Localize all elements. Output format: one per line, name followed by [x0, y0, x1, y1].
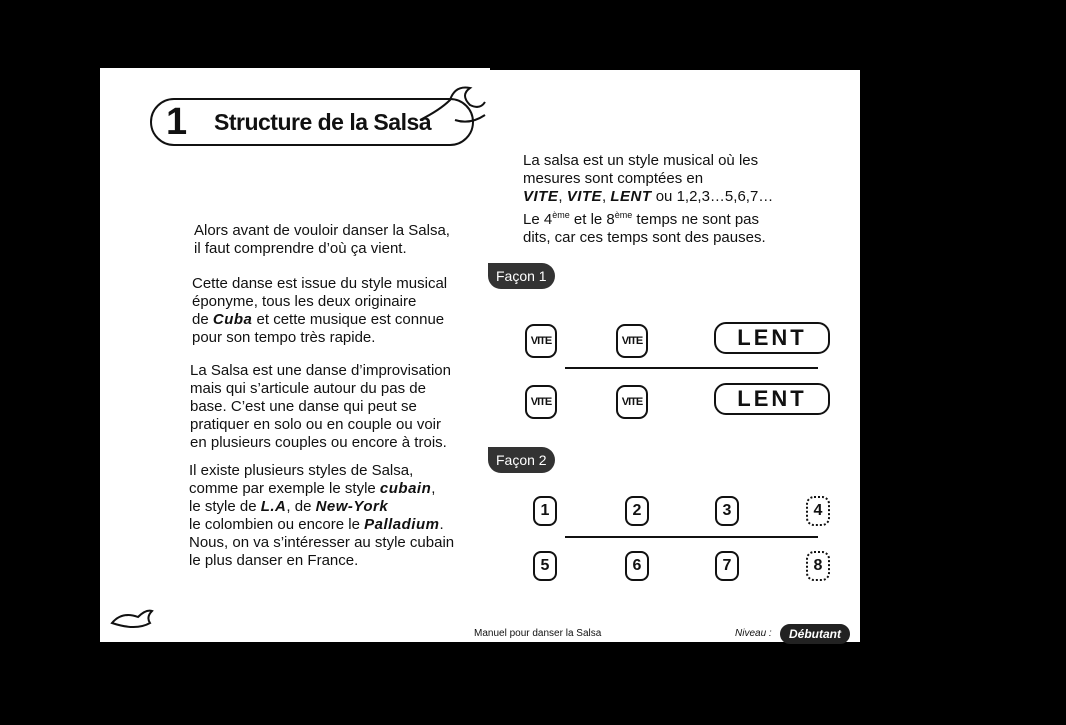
- text-line: le colombien ou encore le Palladium.: [189, 516, 444, 533]
- text-line: de Cuba et cette musique est connue: [192, 311, 445, 328]
- text-line: le style de L.A, de New-York: [189, 498, 389, 515]
- dolphin-logo-icon: [108, 605, 156, 633]
- text-line: mais qui s’articule autour du pas de: [190, 380, 426, 397]
- count-box-pause: 8: [806, 551, 830, 581]
- count-box: 7: [715, 551, 739, 581]
- lent-box: LENT: [714, 383, 830, 415]
- count-box: 6: [625, 551, 649, 581]
- divider: [565, 367, 818, 369]
- text-line: pratiquer en solo ou en couple ou voir: [190, 416, 442, 433]
- vite-box: VITE: [525, 324, 557, 358]
- text-line: il faut comprendre d’où ça vient.: [194, 240, 407, 257]
- dolphin-icon: [415, 80, 490, 140]
- footer-manual-title: Manuel pour danser la Salsa: [474, 628, 602, 639]
- lent-box: LENT: [714, 322, 830, 354]
- text-line: Le 4ème et le 8ème temps ne sont pas: [523, 210, 760, 228]
- text-line: La salsa est un style musical où les: [523, 152, 759, 169]
- vite-box: VITE: [616, 385, 648, 419]
- count-box: 5: [533, 551, 557, 581]
- intro-paragraph: [194, 222, 450, 258]
- text-line: mesures sont comptées en: [523, 170, 704, 187]
- page-title: Structure de la Salsa: [214, 108, 432, 135]
- origin-paragraph: [192, 275, 447, 347]
- section-number: 1: [166, 100, 188, 143]
- count-box: 2: [625, 496, 649, 526]
- text-line: dits, car ces temps sont des pauses.: [523, 229, 766, 246]
- styles-paragraph: [189, 462, 454, 570]
- text-line: éponyme, tous les deux originaire: [192, 293, 417, 310]
- text-line: VITE, VITE, LENT ou 1,2,3…5,6,7…: [523, 188, 774, 205]
- count-box: 1: [533, 496, 557, 526]
- vite-box: VITE: [525, 385, 557, 419]
- count-box-pause: 4: [806, 496, 830, 526]
- text-line: le plus danser en France.: [189, 552, 359, 569]
- rhythm-paragraph: [523, 152, 773, 247]
- text-line: Nous, on va s’intéresser au style cubain: [189, 534, 455, 551]
- text-line: Il existe plusieurs styles de Salsa,: [189, 462, 414, 479]
- count-box: 3: [715, 496, 739, 526]
- text-line: La Salsa est une danse d’improvisation: [190, 362, 451, 379]
- divider: [565, 536, 818, 538]
- improvisation-paragraph: [190, 362, 451, 452]
- facon-2-label: Façon 2: [488, 447, 555, 473]
- text-line: Alors avant de vouloir danser la Salsa,: [194, 222, 450, 239]
- text-line: comme par exemple le style cubain,: [189, 480, 436, 497]
- vite-box: VITE: [616, 324, 648, 358]
- level-badge: Débutant: [780, 624, 850, 644]
- text-line: Cette danse est issue du style musical: [192, 275, 448, 292]
- text-line: base. C’est une danse qui peut se: [190, 398, 417, 415]
- text-line: pour son tempo très rapide.: [192, 329, 376, 346]
- facon-1-label: Façon 1: [488, 263, 555, 289]
- text-line: en plusieurs couples ou encore à trois.: [190, 434, 447, 451]
- level-label: Niveau :: [735, 628, 772, 639]
